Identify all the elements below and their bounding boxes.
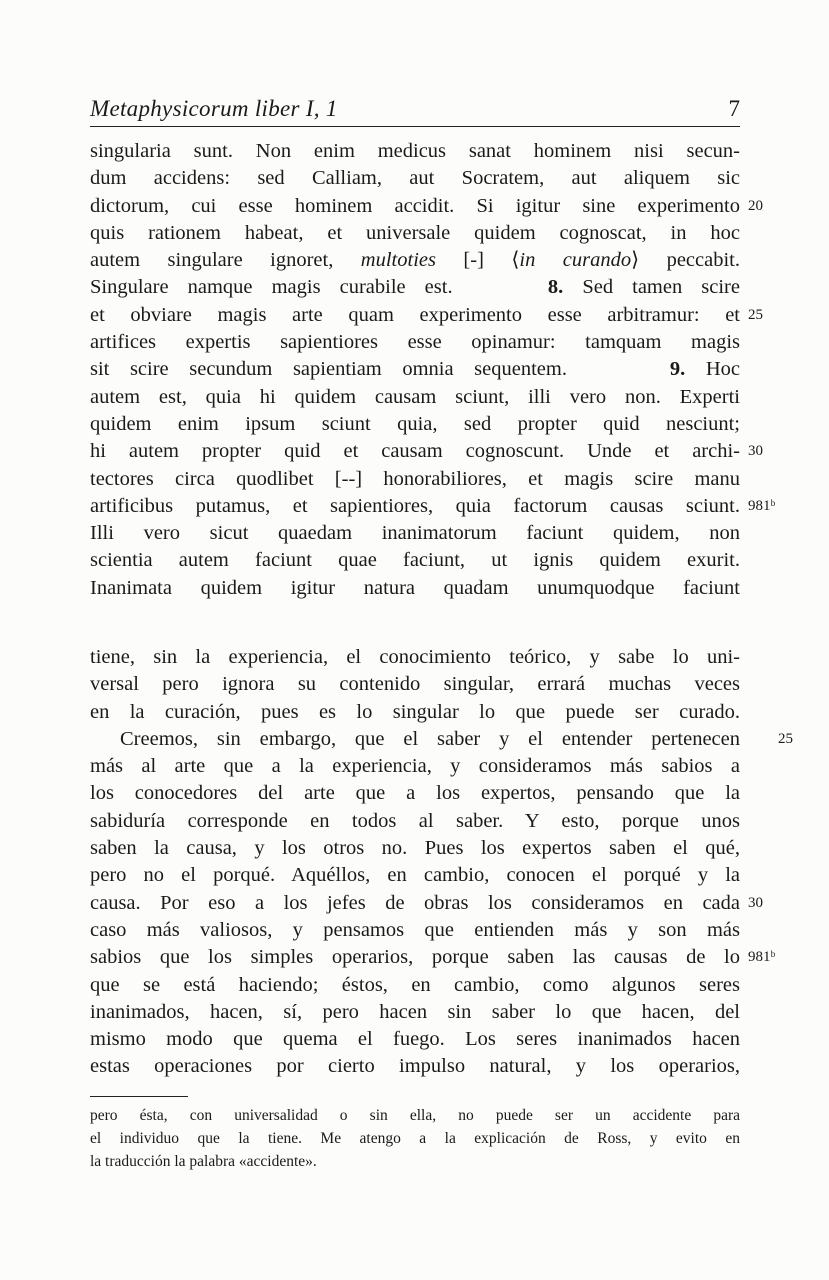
latin-line-text: autem est, quia hi quidem causam sciunt, illi vero non. Experti (90, 385, 740, 408)
latin-line-text: hi autem propter quid et causam cognoscunt. Unde et archi- (90, 440, 740, 463)
spanish-line (90, 862, 740, 889)
latin-line-text: Illi vero sicut quaedam inanimatorum faciunt quidem, non (90, 522, 740, 545)
spanish-line (90, 808, 740, 835)
spanish-line-text: en la curación, pues es lo singular lo que puede ser curado. (90, 700, 740, 723)
latin-line (90, 302, 763, 329)
footnote-line: pero ésta, con universalidad o sin ella, no puede ser un accidente para (90, 1107, 740, 1124)
latin-line (90, 138, 740, 165)
latin-line (90, 520, 740, 547)
latin-line-text: artifices expertis sapientiores esse opinamur: tamquam magis (90, 331, 740, 354)
latin-text-block (90, 138, 776, 602)
latin-line-text: Inanimata quidem igitur natura quadam unumquodque faciunt (90, 576, 740, 599)
spanish-line-text: estas operaciones por cierto impulso natural, y los operarios, (90, 1055, 740, 1078)
latin-line-text: sit scire secundum sapientiam omnia sequentem. 9. Hoc (90, 358, 741, 381)
line-number-marginal: 30 (748, 894, 763, 911)
spanish-line-text: tiene, sin la experiencia, el conocimiento teórico, y sabe lo uni- (90, 646, 740, 668)
latin-line-text: dictorum, cui esse hominem accidit. Si igitur sine experimento (90, 194, 740, 217)
line-number-marginal: 20 (748, 197, 763, 214)
latin-line-text: artificibus putamus, et sapientiores, quia factorum causas sciunt. (90, 494, 740, 517)
latin-line-text: dum accidens: sed Calliam, aut Socratem, aut aliquem sic (90, 167, 740, 190)
footnote (90, 1104, 740, 1173)
spanish-line (90, 1053, 740, 1080)
spanish-line (90, 644, 740, 671)
spanish-line (90, 671, 740, 698)
spanish-line (90, 890, 763, 917)
line-number-marginal: 981ᵇ (748, 949, 776, 966)
latin-line (90, 165, 740, 192)
line-number-marginal: 25 (748, 306, 763, 323)
spanish-line-text: sabiduría corresponde en todos al saber. Y esto, porque unos (90, 809, 740, 832)
latin-line-text: Singulare namque magis curabile est. 8. Sed tamen scire (90, 276, 740, 299)
latin-line (90, 493, 776, 520)
latin-line-text: singularia sunt. Non enim medicus sanat hominem nisi secun- (90, 140, 740, 162)
latin-line (90, 466, 740, 493)
line-number-marginal: 981ᵇ (748, 497, 776, 514)
latin-line-text: autem singulare ignoret, multoties [-] ⟨in curando⟩ peccabit. (90, 249, 740, 272)
footnote-line: el individuo que la tiene. Me atengo a la explicación de Ross, y evito en (90, 1130, 740, 1147)
latin-line (90, 329, 740, 356)
spanish-line (90, 780, 740, 807)
latin-line-text: tectores circa quodlibet [--] honorabiliores, et magis scire manu (90, 467, 740, 490)
running-header (90, 96, 740, 127)
latin-line (90, 356, 740, 383)
latin-line (90, 247, 740, 274)
latin-line-text: scientia autem faciunt quae faciunt, ut ignis quidem exurit. (90, 549, 740, 572)
line-number-marginal: 25 (778, 730, 793, 747)
spanish-line-text: inanimados, hacen, sí, pero hacen sin saber lo que hacen, del (90, 1000, 740, 1023)
latin-line-text: quis rationem habeat, et universale quidem cognoscat, in hoc (90, 221, 740, 244)
latin-line (90, 220, 740, 247)
latin-line (90, 438, 763, 465)
latin-line-text: quidem enim ipsum sciunt quia, sed propter quid nesciunt; (90, 412, 740, 435)
spanish-line-text: versal pero ignora su contenido singular, errará muchas veces (90, 673, 740, 696)
spanish-line-text: que se está haciendo; éstos, en cambio, como algunos seres (90, 973, 740, 996)
spanish-line (90, 972, 740, 999)
spanish-line-text: caso más valiosos, y pensamos que entienden más y son más (90, 918, 740, 941)
spanish-line (90, 753, 740, 780)
spanish-line (90, 699, 740, 726)
page-number: 7 (728, 96, 740, 121)
spanish-line-text: los conocedores del arte que a los expertos, pensando que la (90, 782, 740, 805)
spanish-line (90, 999, 740, 1026)
latin-line (90, 547, 740, 574)
footnote-line: la traducción la palabra «accidente». (90, 1153, 317, 1170)
spanish-line-text: saben la causa, y los otros no. Pues los expertos saben el qué, (90, 837, 740, 860)
latin-line (90, 193, 763, 220)
spanish-line (90, 1026, 740, 1053)
spanish-line (90, 835, 740, 862)
spanish-line-text: mismo modo que quema el fuego. Los seres inanimados hacen (90, 1028, 740, 1051)
spanish-line (90, 726, 793, 753)
spanish-line-text: causa. Por eso a los jefes de obras los consideramos en cada (90, 891, 740, 914)
latin-line (90, 384, 740, 411)
latin-line (90, 274, 740, 301)
spanish-line-text: más al arte que a la experiencia, y consideramos más sabios a (90, 755, 740, 778)
spanish-line (90, 944, 776, 971)
running-title: Metaphysicorum liber I, 1 (90, 96, 338, 121)
line-number-marginal: 30 (748, 443, 763, 460)
latin-line-text: et obviare magis arte quam experimento esse arbitramur: et (90, 303, 740, 326)
spanish-translation-block (90, 644, 793, 1081)
footnote-rule (90, 1096, 188, 1097)
spanish-line-text: pero no el porqué. Aquéllos, en cambio, conocen el porqué y la (90, 864, 740, 887)
latin-line (90, 411, 740, 438)
latin-line (90, 575, 740, 602)
spanish-line-text: sabios que los simples operarios, porque saben las causas de lo (90, 946, 740, 969)
spanish-line-text: Creemos, sin embargo, que el saber y el entender pertenecen (120, 727, 740, 750)
spanish-line (90, 917, 740, 944)
